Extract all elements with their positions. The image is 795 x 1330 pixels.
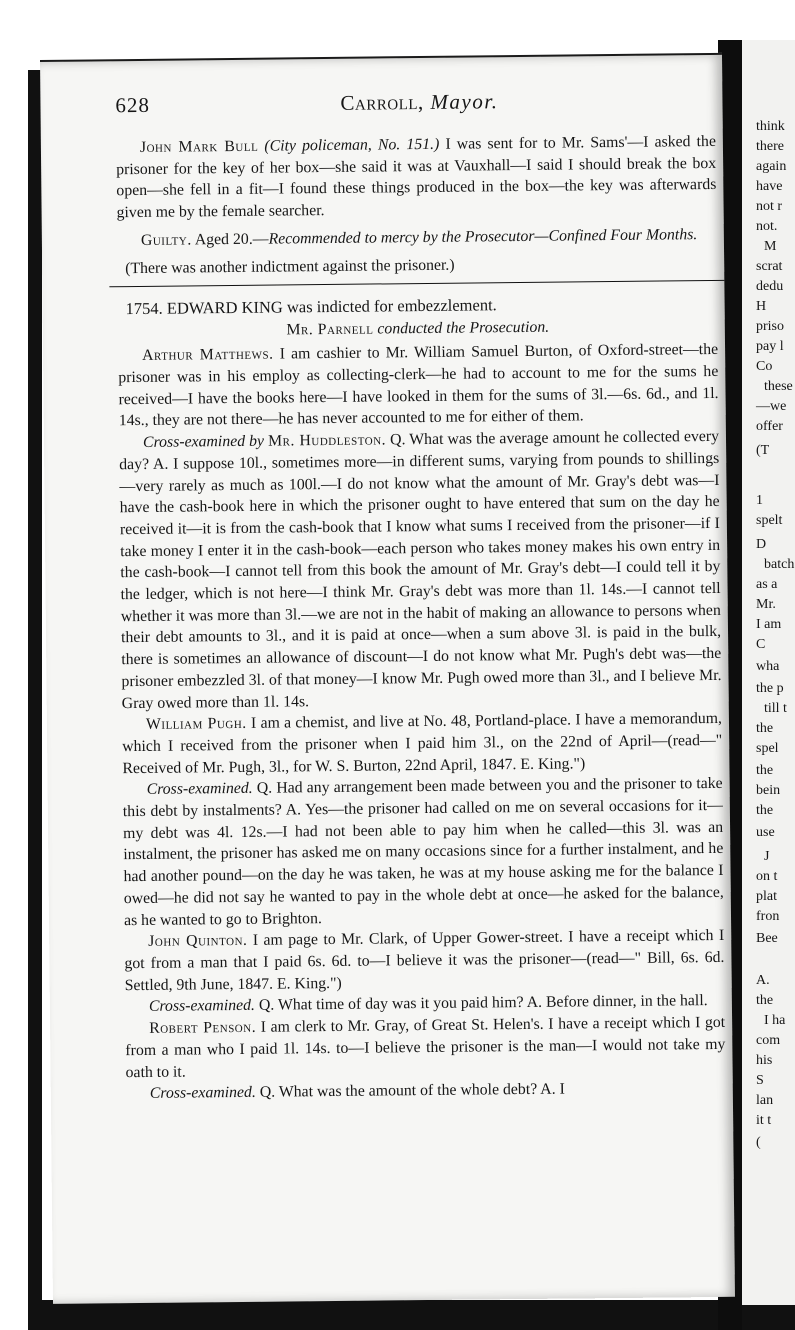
book-page — [40, 53, 735, 1304]
facing-page-line: these — [764, 379, 793, 394]
verdict-recommendation: Recommended to mercy by the Prosecutor—Confined Four Months. — [268, 225, 698, 248]
facing-page-line: spelt — [756, 513, 783, 528]
book-bottom-edge — [28, 1300, 795, 1330]
witness-bull-paragraph — [116, 131, 717, 224]
verdict — [117, 224, 717, 252]
facing-page-line: wha — [756, 659, 780, 674]
facing-page — [742, 40, 795, 1305]
facing-page-line: think — [756, 119, 785, 134]
facing-page-line: priso — [756, 319, 784, 334]
speaker-name: Mr. Huddleston. — [267, 431, 387, 450]
facing-page-line: his — [756, 1053, 773, 1068]
facing-page-line: there — [756, 139, 784, 154]
facing-page-line: the — [756, 993, 774, 1008]
facing-page-line: on t — [756, 869, 778, 884]
facing-page-line: pay l — [756, 339, 784, 354]
facing-page-line: J — [764, 849, 770, 864]
case-number-name: 1754. EDWARD KING — [125, 297, 283, 319]
case-charge: was indicted for embezzlement. — [286, 295, 497, 317]
facing-page-line: dedu — [756, 279, 784, 294]
speaker-name: Arthur Matthews. — [142, 345, 274, 365]
facing-page-line: the p — [756, 681, 784, 696]
witness-text: I was sent for to Mr. Sams'—I asked the prisoner for the key of her box—she said it was at Vauxhall—I said I should break the box open—she fell in a fit—I found these things produced in the box—the key was afterwards given me by the female searcher. — [116, 132, 717, 222]
testimony-list — [118, 339, 726, 1105]
testimony-paragraph — [123, 773, 725, 931]
facing-page-line: H — [756, 299, 767, 314]
testimony-paragraph — [124, 925, 725, 996]
facing-page-line: —we — [756, 399, 787, 414]
facing-page-line: M — [764, 239, 777, 254]
testimony-text: I am a chemist, and live at No. 48, Portland-place. I have a memorandum, which I received from the prisoner when I paid him 3l., on the 22nd of April—(read—" Received of Mr. Pugh, 3l., for W. S. Burton, 22nd April, 1847. E. King.") — [122, 710, 723, 777]
verdict-text: Aged 20.— — [194, 230, 269, 249]
running-head: Carroll, Mayor. — [340, 89, 499, 115]
facing-page-line: fron — [756, 909, 780, 924]
facing-page-line: plat — [756, 889, 777, 904]
counsel-text: conducted the Prosecution. — [377, 318, 550, 338]
witness-role: (City policeman, No. 151.) — [264, 135, 440, 155]
facing-page-line: com — [756, 1033, 781, 1048]
facing-page-line: batch — [764, 557, 795, 572]
page-number: 628 — [115, 92, 151, 118]
facing-page-line: offer — [756, 419, 783, 434]
testimony-text: Q. What was the average amount he collected every day? A. I suppose 10l., sometimes more—in different sums, varying from pounds to shillings—very rarely as much as 100l.—I do not know what the amount of Mr. Gray's debt was—I have the cash-book here in which the prisoner ought to have entered that sum on the day he received it—it is from the cash-book that I know what sums I received from the prisoner—if I take money I enter it in the cash-book—each person who takes money makes his own entry in the cash-book—I cannot tell from this book the amount of Mr. Gray's debt—I could tell it by the ledger, which is not here—I think Mr. Gray's debt was more than 1l. 14s.—I cannot tell whether it was more than 3l.—we are not in the habit of making an allowance to persons when their debt amounts to 3l., and it is paid at once—when a sum above 3l. is paid in the bulk, there is sometimes an allowance of discount—I do not know what Mr. Pugh's debt was—the prisoner embezzled 3l. of that money—I know Mr. Pugh owed more than 3l., and I believe Mr. Gray owed more than 1l. 14s. — [119, 428, 722, 712]
testimony-text: I am page to Mr. Clark, of Upper Gower-street. I have a receipt which I got from a man that I paid 6s. 6d. to—I believe it was the prisoner—(read—" Bill, 6s. 6d. Settled, 9th June, 1847. E. King.") — [124, 927, 725, 994]
facing-page-line: I am — [756, 617, 782, 632]
testimony-text: Q. What was the amount of the whole debt? A. I — [259, 1080, 565, 1101]
facing-page-line: lan — [756, 1093, 774, 1108]
verdict-label: Guilty. — [140, 231, 192, 249]
speaker-name: John Quinton. — [148, 932, 248, 951]
facing-page-line: again — [756, 159, 787, 174]
facing-page-line: the — [756, 721, 774, 736]
cross-exam-label: Cross-examined by — [142, 432, 265, 452]
facing-page-line: D — [756, 537, 767, 552]
testimony-paragraph — [119, 426, 722, 714]
counsel-name: Mr. Parnell — [286, 320, 374, 339]
testimony-paragraph — [125, 1012, 726, 1083]
facing-page-line: S — [756, 1073, 764, 1088]
cross-exam-label: Cross-examined. — [148, 997, 256, 1016]
testimony-paragraph — [118, 339, 719, 432]
facing-page-line: bein — [756, 783, 781, 798]
speaker-name: William Pugh. — [145, 715, 247, 734]
facing-page-line: spel — [756, 741, 779, 756]
section-divider — [109, 280, 724, 288]
book-left-edge — [28, 70, 42, 1310]
testimony-text: I am cashier to Mr. William Samuel Burton, of Oxford-street—the prisoner was in his employ as collecting-clerk—he had to account to me for the sums he received—I have the books here—I have looked in them for the sums of 3l.—6s. 6d., and 1l. 14s., they are not there—he has never accounted to me for either of them. — [118, 341, 719, 430]
facing-page-line: Bee — [756, 931, 778, 946]
speaker-name: Robert Penson. — [149, 1018, 257, 1038]
testimony-paragraph — [122, 708, 723, 779]
facing-page-line: I ha — [764, 1013, 786, 1028]
facing-page-line: (T — [756, 443, 770, 458]
facing-page-line: have — [756, 179, 783, 194]
facing-page-line: as a — [756, 577, 778, 592]
facing-page-line: C — [756, 637, 766, 652]
facing-page-line: not. — [756, 219, 778, 234]
indictment-note: (There was another indictment against the prisoner.) — [125, 256, 455, 277]
cross-exam-label: Cross-examined. — [149, 1084, 256, 1103]
facing-page-line: the — [756, 803, 774, 818]
testimony-text: I am clerk to Mr. Gray, of Great St. Helen's. I have a receipt which I got from a man who I paid 1l. 14s. to—I believe the prisoner is the man—I would not take my oath to it. — [125, 1013, 726, 1081]
facing-page-line: A. — [756, 973, 770, 988]
testimony-text: Q. What time of day was it you paid him? A. Before dinner, in the hall. — [258, 992, 708, 1015]
page-content — [115, 77, 726, 1105]
facing-page-line: ( — [756, 1135, 761, 1150]
cross-exam-label: Cross-examined. — [146, 780, 253, 799]
facing-page-line: scrat — [756, 259, 783, 274]
facing-page-line: 1 — [756, 493, 763, 508]
facing-page-line: not r — [756, 199, 783, 214]
facing-page-line: it t — [756, 1113, 772, 1128]
facing-page-line: till t — [764, 701, 787, 716]
facing-page-line: the — [756, 763, 774, 778]
facing-page-line: use — [756, 825, 775, 840]
page-header — [115, 77, 715, 123]
testimony-text: Q. Had any arrangement been made between you and the prisoner to take this debt by instalments? A. Yes—the prisoner had called on me on several occasions for it—my debt was 4l. 12s.—I had not been able to pay him when he called—this 3l. was an instalment, the prisoner has asked me on many occasions since for a further instalment, and he had another pound—on the day he was taken, he was at my house asking me for the balance I owed—he did not say he wanted to pay in the whole debt at once—he asked for the balance, as he wanted to go to Brighton. — [122, 775, 724, 929]
witness-name: John Mark Bull — [139, 137, 259, 156]
facing-page-line: Co — [756, 359, 773, 374]
facing-page-line: Mr. — [756, 597, 776, 612]
